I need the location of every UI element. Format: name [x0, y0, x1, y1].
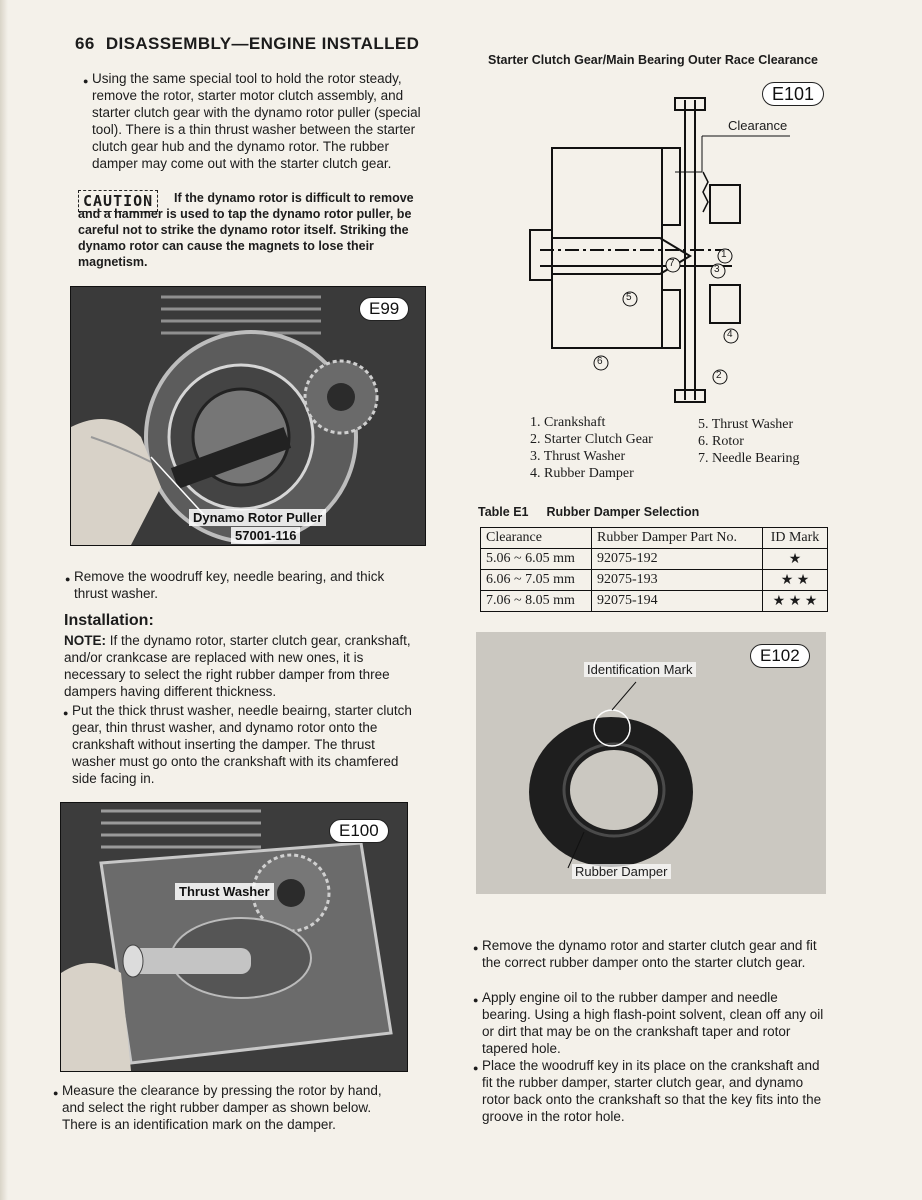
table-header-cell: Clearance [481, 528, 592, 549]
table-cell: ★ [763, 549, 828, 570]
note-text: If the dynamo rotor, starter clutch gear, crankshaft, and/or crankcase are replaced with new ones, it is necessary to select the right rubber damper from three dampers having different thickness. [64, 633, 411, 699]
figure-tag-e100: E100 [329, 819, 389, 843]
clearance-diagram [470, 80, 850, 410]
engine-photo-illustration [71, 287, 425, 545]
diagram-label-clearance: Clearance [728, 118, 788, 133]
figure-tag-e101: E101 [762, 82, 824, 106]
callout-7: 7 [669, 258, 675, 269]
table-number: Table E1 [478, 505, 529, 519]
page-number: 66 [75, 34, 95, 53]
figure-tag-e102: E102 [750, 644, 810, 668]
parts-item: 6. Rotor [698, 434, 744, 449]
parts-item: 3. Thrust Washer [530, 449, 626, 464]
callout-6: 6 [597, 356, 603, 367]
table-cell: ★ ★ ★ [763, 591, 828, 612]
table-header-cell: ID Mark [763, 528, 828, 549]
paragraph-measure-clearance: ● Measure the clearance by pressing the rotor by hand, and select the right rubber damper as shown below. There is an identification mark on the damper. [62, 1082, 402, 1133]
parts-list-right [698, 416, 799, 467]
table-cell: 5.06 ~ 6.05 mm [481, 549, 592, 570]
callout-3: 3 [714, 264, 720, 275]
photo-label-thrust-washer: Thrust Washer [175, 883, 274, 900]
photo-label-rubber-damper: Rubber Damper [572, 864, 671, 879]
parts-list-left [530, 414, 653, 482]
table-cell: ★ ★ [763, 570, 828, 591]
installation-heading: Installation: [64, 612, 154, 629]
callout-1: 1 [721, 249, 727, 260]
parts-item: 4. Rubber Damper [530, 466, 634, 481]
page-title: DISASSEMBLY—ENGINE INSTALLED [105, 34, 420, 53]
callout-5: 5 [626, 292, 632, 303]
photo-label-puller: Dynamo Rotor Puller [189, 509, 326, 526]
paragraph-apply-oil: ● Apply engine oil to the rubber damper and needle bearing. Using a high flash-point solvent, clean off any oil or dirt that may be on the crankshaft taper and rotor tapered hole. [482, 989, 824, 1057]
table-cell: 92075-194 [592, 591, 763, 612]
photo-thrust-washer [60, 802, 408, 1072]
paragraph-put-thrust-washer: ● Put the thick thrust washer, needle beairng, starter clutch gear, thin thrust washer, and dynamo rotor onto the crankshaft without inserting the damper. The thrust washer must go onto the crankshaft with its chamfered side facing in. [72, 702, 414, 787]
photo-dynamo-rotor-puller [70, 286, 426, 546]
paragraph-place-key: ● Place the woodruff key in its place on the crankshaft and fit the rubber damper, starter clutch gear, and dynamo rotor back onto the crankshaft so that the key fits into the groove in the rotor hole. [482, 1057, 824, 1125]
table-title [478, 505, 699, 519]
paragraph-remove-rotor: ● Using the same special tool to hold the rotor steady, remove the rotor, starter motor clutch assembly, and starter clutch gear with the dynamo rotor puller (special tool). There is a thin thrust washer between the starter clutch gear hub and the dynamo rotor. The rubber damper may come out with the starter clutch gear. [92, 70, 432, 172]
caution-text: If the dynamo rotor is difficult to remove and a hammer is used to tap the dynamo rotor puller, be careful not to strike the dynamo rotor itself. Striking the dynamo rotor can cause the magnets to lose their magnetism. [78, 191, 414, 269]
note-paragraph [64, 632, 414, 700]
clearance-diagram-drawing [470, 80, 850, 410]
paragraph-remove-key: ● Remove the woodruff key, needle bearing, and thick thrust washer. [74, 568, 420, 602]
table-name: Rubber Damper Selection [546, 505, 700, 519]
parts-item: 5. Thrust Washer [698, 417, 794, 432]
photo-label-part-number: 57001-116 [231, 527, 300, 544]
section-title: Starter Clutch Gear/Main Bearing Outer Race Clearance [488, 53, 818, 67]
callout-2: 2 [716, 370, 722, 381]
table-header-row [481, 528, 828, 549]
table-cell: 7.06 ~ 8.05 mm [481, 591, 592, 612]
photo-rubber-damper [476, 632, 826, 894]
rubber-damper-table [480, 527, 828, 612]
page-header [75, 34, 419, 54]
table-cell: 92075-193 [592, 570, 763, 591]
parts-item: 2. Starter Clutch Gear [530, 432, 653, 447]
paragraph-fit-damper: ● Remove the dynamo rotor and starter clutch gear and fit the correct rubber damper onto the starter clutch gear. [482, 937, 824, 971]
table-header-cell: Rubber Damper Part No. [592, 528, 763, 549]
page-edge [0, 0, 8, 1200]
caution-label: CAUTION [78, 190, 158, 212]
table-row [481, 549, 828, 570]
engine-photo-illustration [61, 803, 407, 1071]
table-row [481, 591, 828, 612]
callout-4: 4 [727, 329, 733, 340]
note-label: NOTE: [64, 633, 106, 648]
figure-tag-e99: E99 [359, 297, 409, 321]
table-row [481, 570, 828, 591]
photo-label-identification-mark: Identification Mark [584, 662, 696, 677]
parts-item: 1. Crankshaft [530, 415, 606, 430]
table-cell: 92075-192 [592, 549, 763, 570]
table-cell: 6.06 ~ 7.05 mm [481, 570, 592, 591]
parts-item: 7. Needle Bearing [698, 451, 800, 466]
